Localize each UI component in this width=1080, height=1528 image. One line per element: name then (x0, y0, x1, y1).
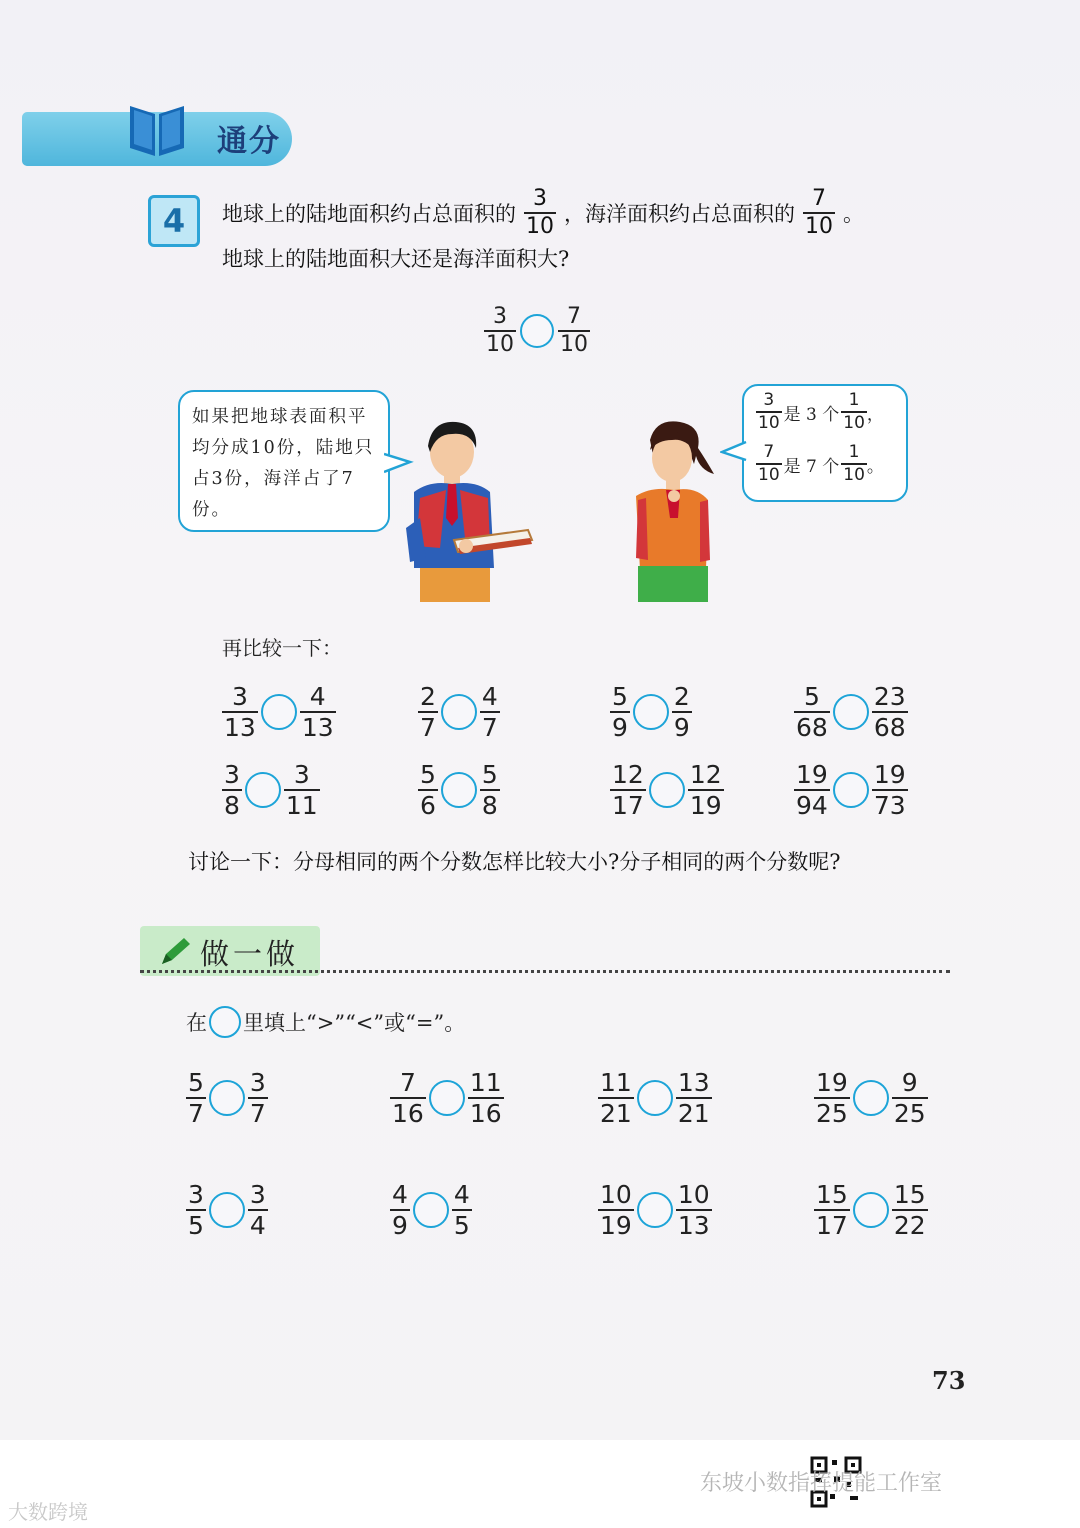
fraction (814, 1070, 850, 1126)
compare-again-item (610, 762, 724, 818)
fraction (672, 684, 692, 740)
denominator: 9 (673, 713, 690, 742)
compare-circle[interactable] (520, 314, 554, 348)
compare-again-item (794, 762, 908, 818)
fraction (468, 1070, 504, 1126)
girl-illustration (626, 420, 722, 602)
denominator: 4 (249, 1211, 266, 1240)
compare-again-item (222, 684, 336, 740)
bubble-girl-row-2: $\frac{7}{10}$ 是 7 个 $\frac{1}{10}$ 。 (758, 442, 884, 485)
fraction (598, 1070, 634, 1126)
compare-circle[interactable] (245, 772, 281, 808)
fraction (418, 684, 438, 740)
denominator: 7 (249, 1099, 266, 1128)
bubble-tail-right (720, 440, 748, 464)
fraction (598, 1182, 634, 1238)
fraction (480, 684, 500, 740)
exercise-item (186, 1070, 268, 1126)
fraction (872, 762, 908, 818)
denominator: 5 (453, 1211, 470, 1240)
fraction (222, 762, 242, 818)
compare-circle[interactable] (833, 694, 869, 730)
compare-again-item (794, 684, 908, 740)
denominator: 17 (612, 791, 644, 820)
bubble-girl-row-1: $\frac{3}{10}$ 是 3 个 $\frac{1}{10}$ ， (758, 390, 884, 433)
denominator: 13 (677, 1211, 710, 1240)
exercise-item (814, 1182, 928, 1238)
numerator: 5 (612, 682, 628, 711)
do-it-header (140, 926, 320, 976)
page-number: 73 (932, 1366, 966, 1395)
numerator: 5 (803, 682, 820, 711)
fraction (248, 1182, 268, 1238)
exercise-item (390, 1070, 504, 1126)
fraction (814, 1182, 850, 1238)
numerator: 4 (392, 1180, 408, 1209)
compare-circle[interactable] (441, 772, 477, 808)
numerator: 3 (249, 1180, 266, 1209)
exercise-item (598, 1070, 712, 1126)
fraction (794, 684, 830, 740)
fraction (676, 1070, 712, 1126)
sample-circle (209, 1006, 241, 1038)
numerator: 7 (399, 1068, 416, 1097)
question-line-2: 地球上的陆地面积大还是海洋面积大? (222, 247, 570, 271)
numerator: 3 (231, 682, 248, 711)
compare-circle[interactable] (209, 1080, 245, 1116)
numerator: 9 (901, 1068, 918, 1097)
denominator: 21 (677, 1099, 710, 1128)
compare-circle[interactable] (853, 1192, 889, 1228)
numerator: 4 (481, 682, 498, 711)
numerator: 15 (816, 1180, 848, 1209)
numerator: 5 (188, 1068, 204, 1097)
numerator: 5 (420, 760, 436, 789)
watermark-left: 大数跨境 (8, 1500, 88, 1524)
denominator: 6 (420, 791, 436, 820)
section-header (22, 100, 297, 170)
fraction (222, 684, 258, 740)
denominator: 16 (392, 1099, 424, 1128)
dotted-divider (140, 970, 950, 973)
fraction (390, 1070, 426, 1126)
question-text-a: 地球上的陆地面积约占总面积的 (222, 202, 516, 226)
fraction (418, 762, 438, 818)
denominator: 25 (816, 1099, 848, 1128)
numerator: 2 (673, 682, 690, 711)
numerator: 13 (677, 1068, 710, 1097)
numerator: 11 (469, 1068, 502, 1097)
denominator: 13 (301, 713, 334, 742)
fraction (480, 762, 500, 818)
denominator: 94 (796, 791, 828, 820)
watermark-right: 东坡小数指挥提能工作室 (700, 1471, 943, 1496)
example-number-badge: 4 (148, 195, 200, 247)
fraction (610, 762, 646, 818)
denominator: 21 (600, 1099, 632, 1128)
numerator: 5 (481, 760, 498, 789)
numerator: 12 (689, 760, 722, 789)
question-text-b: ，海洋面积约占总面积的 (564, 202, 795, 226)
fraction (284, 762, 320, 818)
denominator: 17 (816, 1211, 848, 1240)
speech-bubble-boy (178, 390, 390, 532)
exercise-item (814, 1070, 928, 1126)
fraction (390, 1182, 410, 1238)
numerator: 4 (453, 1180, 470, 1209)
numerator: 11 (600, 1068, 632, 1097)
numerator: 3 (293, 760, 310, 789)
denominator: 19 (689, 791, 722, 820)
do-it-title: 做一做 (200, 937, 300, 971)
boy-illustration (400, 418, 540, 604)
denominator: 13 (224, 713, 256, 742)
fraction (248, 1070, 268, 1126)
exercise-item (598, 1182, 712, 1238)
denominator: 11 (285, 791, 318, 820)
fraction (892, 1182, 928, 1238)
compare-circle[interactable] (637, 1192, 673, 1228)
compare-again-item (418, 684, 500, 740)
compare-circle[interactable] (413, 1192, 449, 1228)
fraction (452, 1182, 472, 1238)
compare-circle[interactable] (853, 1080, 889, 1116)
compare-circle[interactable] (441, 694, 477, 730)
book-icon (122, 100, 192, 160)
main-comparison: $\frac{3}{10}$ $\frac{7}{10}$ (486, 304, 588, 357)
compare-circle[interactable] (637, 1080, 673, 1116)
numerator: 10 (600, 1180, 632, 1209)
denominator: 68 (873, 713, 906, 742)
fraction (688, 762, 724, 818)
compare-again-label: 再比较一下： (222, 636, 342, 660)
denominator: 19 (600, 1211, 632, 1240)
fraction (186, 1070, 206, 1126)
fill-in-instruction: 在 里填上“>”“<”或“=”。 (186, 1006, 465, 1038)
numerator: 15 (893, 1180, 926, 1209)
question-text-c: 。 (843, 202, 864, 226)
fraction (676, 1182, 712, 1238)
discuss-prompt: 讨论一下：分母相同的两个分数怎样比较大小?分子相同的两个分数呢? (188, 850, 841, 874)
compare-circle[interactable] (649, 772, 685, 808)
exercise-item (390, 1182, 472, 1238)
numerator: 3 (249, 1068, 266, 1097)
compare-circle[interactable] (429, 1080, 465, 1116)
denominator: 7 (420, 713, 436, 742)
denominator: 8 (224, 791, 240, 820)
denominator: 9 (612, 713, 628, 742)
denominator: 73 (873, 791, 906, 820)
numerator: 19 (873, 760, 906, 789)
exercise-item (186, 1182, 268, 1238)
numerator: 12 (612, 760, 644, 789)
numerator: 3 (224, 760, 240, 789)
compare-again-item (610, 684, 692, 740)
fraction (892, 1070, 928, 1126)
compare-circle[interactable] (261, 694, 297, 730)
section-title: 通分 (217, 124, 281, 159)
denominator: 5 (188, 1211, 204, 1240)
denominator: 9 (392, 1211, 408, 1240)
numerator: 4 (309, 682, 326, 711)
denominator: 25 (893, 1099, 926, 1128)
numerator: 3 (188, 1180, 204, 1209)
fraction (186, 1182, 206, 1238)
compare-circle[interactable] (833, 772, 869, 808)
fraction (872, 684, 908, 740)
denominator: 7 (188, 1099, 204, 1128)
denominator: 16 (469, 1099, 502, 1128)
question-line-1 (222, 188, 864, 238)
denominator: 22 (893, 1211, 926, 1240)
denominator: 8 (481, 791, 498, 820)
compare-circle[interactable] (209, 1192, 245, 1228)
bubble-boy-text: 如果把地球表面积平均分成10份，陆地只占3份，海洋占了7份。 (192, 407, 375, 520)
denominator: 68 (796, 713, 828, 742)
fraction (300, 684, 336, 740)
speech-bubble-girl (742, 384, 908, 502)
pencil-icon (158, 936, 192, 968)
numerator: 19 (816, 1068, 848, 1097)
fraction-land: $\frac{3}{10}$ (526, 186, 554, 239)
compare-again-item (418, 762, 500, 818)
fraction (610, 684, 630, 740)
numerator: 19 (796, 760, 828, 789)
fraction (794, 762, 830, 818)
numerator: 10 (677, 1180, 710, 1209)
numerator: 23 (873, 682, 906, 711)
denominator: 7 (481, 713, 498, 742)
compare-circle[interactable] (633, 694, 669, 730)
numerator: 2 (420, 682, 436, 711)
compare-again-item (222, 762, 320, 818)
fraction-ocean: $\frac{7}{10}$ (805, 186, 833, 239)
